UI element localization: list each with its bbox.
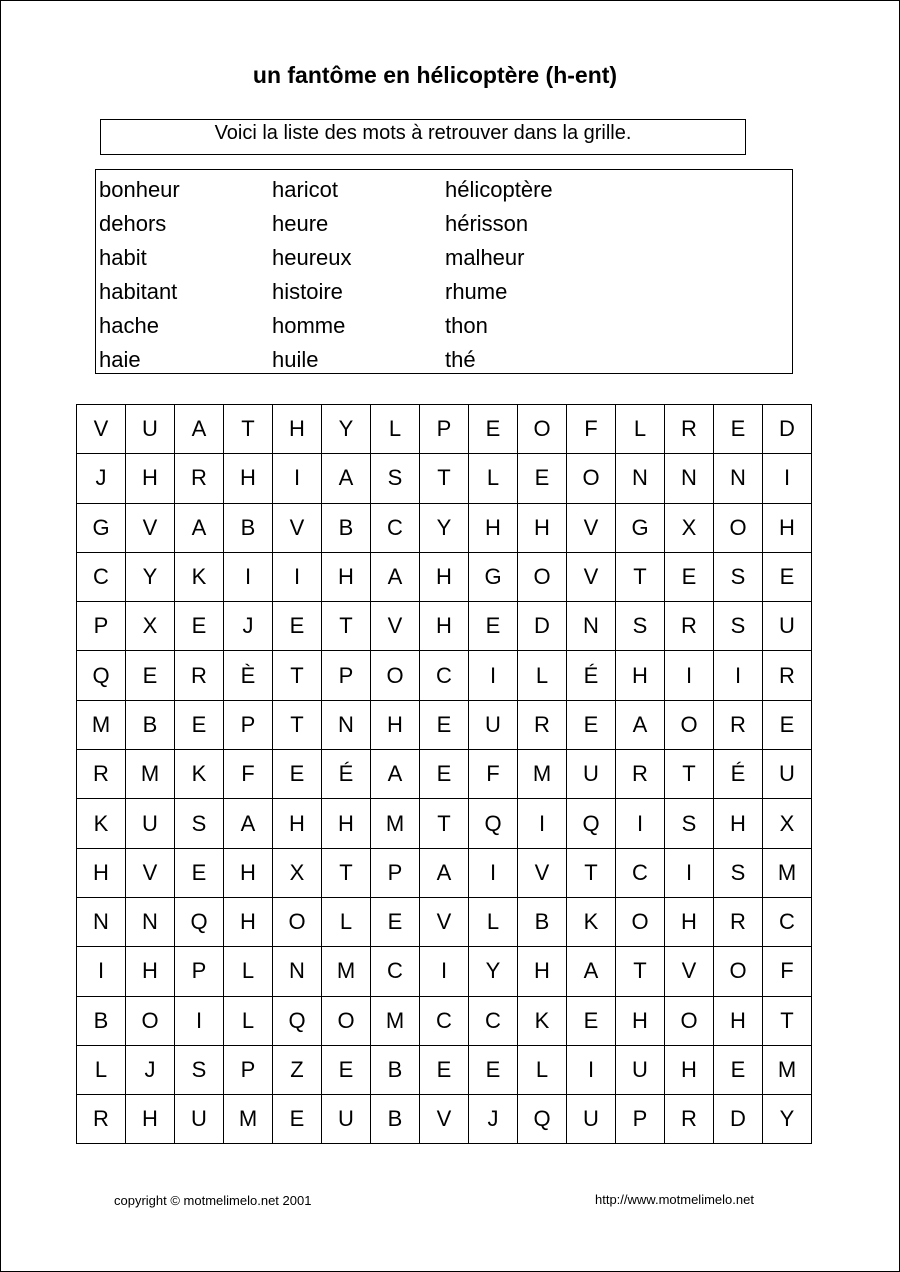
grid-cell[interactable]: C xyxy=(616,848,665,897)
grid-cell[interactable]: I xyxy=(469,651,518,700)
grid-cell[interactable]: I xyxy=(518,799,567,848)
grid-cell[interactable]: R xyxy=(616,750,665,799)
grid-row xyxy=(77,996,812,1045)
grid-cell[interactable]: H xyxy=(665,897,714,946)
grid-cell[interactable]: È xyxy=(224,651,273,700)
grid-cell[interactable]: H xyxy=(714,996,763,1045)
grid-cell[interactable]: L xyxy=(77,1045,126,1094)
grid-cell[interactable]: X xyxy=(273,848,322,897)
grid-cell[interactable]: G xyxy=(469,552,518,601)
grid-cell[interactable]: E xyxy=(665,552,714,601)
grid-cell[interactable]: L xyxy=(469,897,518,946)
grid-cell[interactable]: I xyxy=(77,947,126,996)
word-item: hérisson xyxy=(445,211,529,236)
grid-cell[interactable]: V xyxy=(77,405,126,454)
grid-cell[interactable]: T xyxy=(322,848,371,897)
grid-cell[interactable]: E xyxy=(763,552,812,601)
grid-cell[interactable]: V xyxy=(371,602,420,651)
grid-cell[interactable]: P xyxy=(224,700,273,749)
grid-cell[interactable]: M xyxy=(371,996,420,1045)
grid-cell[interactable]: H xyxy=(665,1045,714,1094)
word-item: rhume xyxy=(445,279,508,304)
word-item: malheur xyxy=(445,245,525,270)
grid-cell[interactable]: É xyxy=(714,750,763,799)
grid-cell[interactable]: I xyxy=(273,552,322,601)
grid-cell[interactable]: E xyxy=(126,651,175,700)
grid-cell[interactable]: Q xyxy=(469,799,518,848)
grid-cell[interactable]: O xyxy=(567,454,616,503)
word-item: hélicoptère xyxy=(445,177,553,202)
grid-cell[interactable]: U xyxy=(322,1095,371,1144)
grid-cell[interactable]: H xyxy=(224,897,273,946)
grid-cell[interactable]: U xyxy=(567,750,616,799)
grid-cell[interactable]: F xyxy=(469,750,518,799)
grid-cell[interactable]: H xyxy=(322,552,371,601)
grid-cell[interactable]: C xyxy=(469,996,518,1045)
grid-cell[interactable]: J xyxy=(77,454,126,503)
grid-cell[interactable]: V xyxy=(126,848,175,897)
grid-cell[interactable]: H xyxy=(616,651,665,700)
grid-cell[interactable]: H xyxy=(126,454,175,503)
grid-cell[interactable]: E xyxy=(469,602,518,651)
grid-cell[interactable]: T xyxy=(616,552,665,601)
grid-cell[interactable]: R xyxy=(175,651,224,700)
grid-cell[interactable]: S xyxy=(665,799,714,848)
grid-row xyxy=(77,503,812,552)
grid-cell[interactable]: N xyxy=(665,454,714,503)
grid-cell[interactable]: É xyxy=(567,651,616,700)
grid-cell[interactable]: O xyxy=(714,947,763,996)
grid-cell[interactable]: H xyxy=(224,454,273,503)
grid-cell[interactable]: O xyxy=(665,700,714,749)
word-item: heure xyxy=(272,211,329,236)
grid-cell[interactable]: H xyxy=(77,848,126,897)
grid-cell[interactable]: P xyxy=(322,651,371,700)
grid-cell[interactable]: A xyxy=(420,848,469,897)
grid-cell[interactable]: R xyxy=(518,700,567,749)
grid-cell[interactable]: Y xyxy=(420,503,469,552)
grid-cell[interactable]: U xyxy=(126,799,175,848)
grid-cell[interactable]: K xyxy=(518,996,567,1045)
grid-cell[interactable]: A xyxy=(371,552,420,601)
grid-cell[interactable]: A xyxy=(616,700,665,749)
grid-cell[interactable]: T xyxy=(665,750,714,799)
grid-cell[interactable]: R xyxy=(77,750,126,799)
grid-cell[interactable]: N xyxy=(322,700,371,749)
grid-row xyxy=(77,651,812,700)
word-item: histoire xyxy=(272,279,343,304)
grid-cell[interactable]: I xyxy=(665,651,714,700)
word-item: bonheur xyxy=(99,177,180,202)
grid-cell[interactable]: H xyxy=(224,848,273,897)
grid-cell[interactable]: O xyxy=(714,503,763,552)
word-item: haie xyxy=(99,347,141,372)
grid-cell[interactable]: I xyxy=(469,848,518,897)
grid-cell[interactable]: B xyxy=(77,996,126,1045)
grid-cell[interactable]: M xyxy=(518,750,567,799)
grid-cell[interactable]: C xyxy=(371,947,420,996)
grid-cell[interactable]: A xyxy=(224,799,273,848)
grid-cell[interactable]: V xyxy=(567,503,616,552)
grid-cell[interactable]: H xyxy=(273,405,322,454)
grid-cell[interactable]: H xyxy=(469,503,518,552)
grid-row xyxy=(77,552,812,601)
grid-cell[interactable]: P xyxy=(616,1095,665,1144)
grid-cell[interactable]: M xyxy=(77,700,126,749)
grid-cell[interactable]: N xyxy=(616,454,665,503)
grid-cell[interactable]: P xyxy=(175,947,224,996)
grid-cell[interactable]: E xyxy=(420,700,469,749)
grid-cell[interactable]: N xyxy=(273,947,322,996)
grid-cell[interactable]: B xyxy=(371,1045,420,1094)
grid-cell[interactable]: K xyxy=(175,750,224,799)
grid-cell[interactable]: O xyxy=(273,897,322,946)
grid-cell[interactable]: T xyxy=(224,405,273,454)
grid-cell[interactable]: C xyxy=(371,503,420,552)
grid-cell[interactable]: Q xyxy=(273,996,322,1045)
grid-cell[interactable]: L xyxy=(518,651,567,700)
grid-cell[interactable]: A xyxy=(322,454,371,503)
grid-cell[interactable]: X xyxy=(126,602,175,651)
word-column-1 xyxy=(99,173,180,377)
grid-row xyxy=(77,947,812,996)
grid-cell[interactable]: S xyxy=(714,602,763,651)
grid-cell[interactable]: U xyxy=(616,1045,665,1094)
grid-cell[interactable]: F xyxy=(567,405,616,454)
grid-cell[interactable]: T xyxy=(616,947,665,996)
grid-cell[interactable]: E xyxy=(322,1045,371,1094)
grid-cell[interactable]: I xyxy=(714,651,763,700)
grid-cell[interactable]: S xyxy=(616,602,665,651)
grid-cell[interactable]: M xyxy=(371,799,420,848)
grid-cell[interactable]: E xyxy=(273,750,322,799)
grid-cell[interactable]: S xyxy=(714,848,763,897)
grid-cell[interactable]: L xyxy=(518,1045,567,1094)
grid-cell[interactable]: T xyxy=(273,651,322,700)
grid-cell[interactable]: U xyxy=(175,1095,224,1144)
grid-cell[interactable]: J xyxy=(469,1095,518,1144)
grid-cell[interactable]: R xyxy=(714,700,763,749)
grid-cell[interactable]: G xyxy=(616,503,665,552)
grid-cell[interactable]: B xyxy=(322,503,371,552)
grid-cell[interactable]: Q xyxy=(567,799,616,848)
grid-cell[interactable]: E xyxy=(371,897,420,946)
grid-cell[interactable]: M xyxy=(322,947,371,996)
word-item: thon xyxy=(445,313,488,338)
grid-cell[interactable]: E xyxy=(518,454,567,503)
grid-cell[interactable]: I xyxy=(567,1045,616,1094)
letter-grid xyxy=(76,404,812,1144)
grid-cell[interactable]: C xyxy=(420,996,469,1045)
word-item: dehors xyxy=(99,211,167,236)
grid-cell[interactable]: L xyxy=(469,454,518,503)
grid-cell[interactable]: A xyxy=(175,405,224,454)
grid-cell[interactable]: I xyxy=(224,552,273,601)
grid-cell[interactable]: V xyxy=(420,1095,469,1144)
grid-cell[interactable]: R xyxy=(77,1095,126,1144)
grid-cell[interactable]: R xyxy=(714,897,763,946)
copyright-text: copyright © motmelimelo.net 2001 xyxy=(114,1193,312,1208)
grid-cell[interactable]: A xyxy=(567,947,616,996)
grid-cell[interactable]: B xyxy=(518,897,567,946)
grid-cell[interactable]: E xyxy=(763,700,812,749)
grid-row xyxy=(77,700,812,749)
grid-cell[interactable]: K xyxy=(175,552,224,601)
grid-cell[interactable]: Y xyxy=(469,947,518,996)
grid-cell[interactable]: V xyxy=(567,552,616,601)
grid-cell[interactable]: Z xyxy=(273,1045,322,1094)
grid-cell[interactable]: E xyxy=(567,996,616,1045)
grid-cell[interactable]: O xyxy=(518,405,567,454)
word-item: thé xyxy=(445,347,476,372)
grid-cell[interactable]: Q xyxy=(175,897,224,946)
grid-cell[interactable]: G xyxy=(77,503,126,552)
grid-cell[interactable]: E xyxy=(469,405,518,454)
grid-row xyxy=(77,1045,812,1094)
grid-cell[interactable]: T xyxy=(420,454,469,503)
grid-row xyxy=(77,454,812,503)
grid-cell[interactable]: R xyxy=(763,651,812,700)
grid-row xyxy=(77,848,812,897)
word-item: heureux xyxy=(272,245,352,270)
grid-cell[interactable]: B xyxy=(126,700,175,749)
grid-cell[interactable]: M xyxy=(224,1095,273,1144)
grid-cell[interactable]: L xyxy=(224,947,273,996)
word-item: hache xyxy=(99,313,159,338)
grid-cell[interactable]: H xyxy=(322,799,371,848)
grid-cell[interactable]: A xyxy=(371,750,420,799)
grid-cell[interactable]: F xyxy=(224,750,273,799)
grid-cell[interactable]: O xyxy=(371,651,420,700)
grid-cell[interactable]: S xyxy=(714,552,763,601)
grid-cell[interactable]: H xyxy=(126,1095,175,1144)
grid-cell[interactable]: E xyxy=(714,1045,763,1094)
grid-cell[interactable]: P xyxy=(371,848,420,897)
grid-cell[interactable]: T xyxy=(420,799,469,848)
grid-cell[interactable]: F xyxy=(763,947,812,996)
grid-row xyxy=(77,799,812,848)
grid-cell[interactable]: R xyxy=(665,602,714,651)
grid-cell[interactable]: C xyxy=(420,651,469,700)
grid-cell[interactable]: C xyxy=(77,552,126,601)
grid-cell[interactable]: T xyxy=(567,848,616,897)
word-list xyxy=(95,169,793,374)
grid-cell[interactable]: O xyxy=(616,897,665,946)
grid-cell[interactable]: J xyxy=(224,602,273,651)
grid-cell[interactable]: V xyxy=(273,503,322,552)
grid-cell[interactable]: Y xyxy=(126,552,175,601)
grid-cell[interactable]: N xyxy=(126,897,175,946)
grid-cell[interactable]: E xyxy=(273,1095,322,1144)
grid-cell[interactable]: H xyxy=(763,503,812,552)
grid-cell[interactable]: C xyxy=(763,897,812,946)
grid-cell[interactable]: K xyxy=(567,897,616,946)
grid-cell[interactable]: N xyxy=(567,602,616,651)
grid-cell[interactable]: U xyxy=(763,602,812,651)
grid-cell[interactable]: H xyxy=(518,947,567,996)
word-item: habitant xyxy=(99,279,178,304)
word-column-3 xyxy=(445,173,553,377)
grid-cell[interactable]: H xyxy=(714,799,763,848)
grid-cell[interactable]: E xyxy=(567,700,616,749)
page-title: un fantôme en hélicoptère (h-ent) xyxy=(252,62,618,88)
grid-cell[interactable]: I xyxy=(763,454,812,503)
grid-cell[interactable]: X xyxy=(665,503,714,552)
grid-cell[interactable]: S xyxy=(175,799,224,848)
instruction-box: Voici la liste des mots à retrouver dans la grille. xyxy=(100,119,746,155)
grid-cell[interactable]: E xyxy=(175,602,224,651)
grid-cell[interactable]: R xyxy=(665,405,714,454)
grid-cell[interactable]: N xyxy=(77,897,126,946)
grid-cell[interactable]: E xyxy=(175,700,224,749)
grid-cell[interactable]: S xyxy=(175,1045,224,1094)
grid-cell[interactable]: J xyxy=(126,1045,175,1094)
grid-cell[interactable]: I xyxy=(175,996,224,1045)
grid-cell[interactable]: E xyxy=(714,405,763,454)
grid-cell[interactable]: O xyxy=(665,996,714,1045)
grid-cell[interactable]: L xyxy=(371,405,420,454)
grid-cell[interactable]: V xyxy=(518,848,567,897)
grid-cell[interactable]: U xyxy=(567,1095,616,1144)
grid-cell[interactable]: B xyxy=(371,1095,420,1144)
grid-cell[interactable]: É xyxy=(322,750,371,799)
grid-cell[interactable]: U xyxy=(469,700,518,749)
grid-cell[interactable]: O xyxy=(126,996,175,1045)
grid-cell[interactable]: T xyxy=(322,602,371,651)
grid-row xyxy=(77,405,812,454)
grid-cell[interactable]: E xyxy=(273,602,322,651)
grid-cell[interactable]: L xyxy=(322,897,371,946)
word-column-2 xyxy=(272,173,352,377)
grid-cell[interactable]: Y xyxy=(763,1095,812,1144)
grid-cell[interactable]: S xyxy=(371,454,420,503)
grid-cell[interactable]: R xyxy=(175,454,224,503)
grid-cell[interactable]: U xyxy=(763,750,812,799)
grid-row xyxy=(77,1095,812,1144)
grid-cell[interactable]: I xyxy=(616,799,665,848)
grid-cell[interactable]: O xyxy=(322,996,371,1045)
grid-cell[interactable]: V xyxy=(665,947,714,996)
grid-row xyxy=(77,897,812,946)
website-url: http://www.motmelimelo.net xyxy=(595,1192,754,1207)
grid-cell[interactable]: X xyxy=(763,799,812,848)
grid-cell[interactable]: V xyxy=(126,503,175,552)
grid-cell[interactable]: M xyxy=(763,1045,812,1094)
grid-cell[interactable]: H xyxy=(126,947,175,996)
word-item: haricot xyxy=(272,177,339,202)
grid-cell[interactable]: H xyxy=(371,700,420,749)
grid-cell[interactable]: Y xyxy=(322,405,371,454)
grid-cell[interactable]: N xyxy=(714,454,763,503)
grid-cell[interactable]: P xyxy=(420,405,469,454)
grid-cell[interactable]: T xyxy=(763,996,812,1045)
word-item: habit xyxy=(99,245,147,270)
grid-row xyxy=(77,750,812,799)
grid-cell[interactable]: U xyxy=(126,405,175,454)
grid-cell[interactable]: T xyxy=(273,700,322,749)
grid-cell[interactable]: M xyxy=(126,750,175,799)
grid-cell[interactable]: L xyxy=(224,996,273,1045)
grid-cell[interactable]: B xyxy=(224,503,273,552)
grid-cell[interactable]: A xyxy=(175,503,224,552)
grid-cell[interactable]: H xyxy=(420,602,469,651)
grid-cell[interactable]: H xyxy=(273,799,322,848)
grid-cell[interactable]: O xyxy=(518,552,567,601)
grid-cell[interactable]: E xyxy=(469,1045,518,1094)
grid-cell[interactable]: H xyxy=(420,552,469,601)
grid-cell[interactable]: P xyxy=(224,1045,273,1094)
grid-cell[interactable]: I xyxy=(273,454,322,503)
word-item: homme xyxy=(272,313,346,338)
grid-cell[interactable]: L xyxy=(616,405,665,454)
grid-cell[interactable]: V xyxy=(420,897,469,946)
grid-cell[interactable]: H xyxy=(518,503,567,552)
word-item: huile xyxy=(272,347,319,372)
grid-cell[interactable]: D xyxy=(518,602,567,651)
grid-cell[interactable]: E xyxy=(420,1045,469,1094)
grid-cell[interactable]: I xyxy=(665,848,714,897)
grid-cell[interactable]: Q xyxy=(518,1095,567,1144)
grid-cell[interactable]: I xyxy=(420,947,469,996)
grid-cell[interactable]: H xyxy=(616,996,665,1045)
grid-cell[interactable]: D xyxy=(763,405,812,454)
grid-cell[interactable]: Q xyxy=(77,651,126,700)
grid-cell[interactable]: D xyxy=(714,1095,763,1144)
grid-cell[interactable]: E xyxy=(420,750,469,799)
grid-cell[interactable]: R xyxy=(665,1095,714,1144)
grid-row xyxy=(77,602,812,651)
grid-cell[interactable]: K xyxy=(77,799,126,848)
grid-cell[interactable]: E xyxy=(175,848,224,897)
grid-cell[interactable]: M xyxy=(763,848,812,897)
grid-cell[interactable]: P xyxy=(77,602,126,651)
